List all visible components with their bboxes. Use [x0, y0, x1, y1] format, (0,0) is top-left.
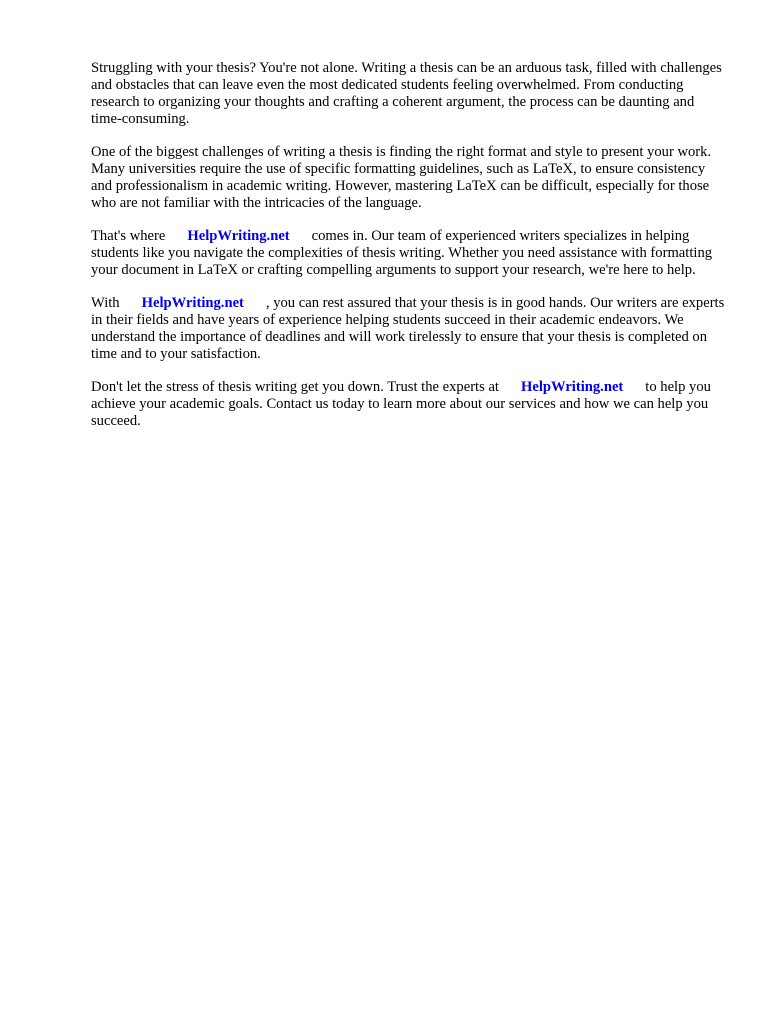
paragraph-text-before: With [91, 295, 120, 311]
paragraph-formatting [91, 144, 727, 212]
helpwriting-link[interactable]: HelpWriting.net [520, 379, 624, 395]
paragraph-text: One of the biggest challenges of writing a thesis is finding the right format and style to present your work. Many universities require the use of specific formatting guidelines, such as LaTeX, to ensure consistency and professionalism in academic writing. However, mastering LaTeX can be difficult, especially for those who are not familiar with the intricacies of the language. [91, 144, 712, 211]
paragraph-call-to-action [91, 379, 727, 430]
paragraph-text-after: , you can rest assured that your thesis is in good hands. Our writers are experts in their fields and have years of experience helping students succeed in their academic endeavors. We understand the importance of deadlines and will work tirelessly to ensure that your thesis is completed on time and to your satisfaction. [91, 295, 725, 362]
paragraph-text-after: to help you achieve your academic goals. Contact us today to learn more about our services and how we can help you succeed. [91, 379, 711, 429]
paragraph-assurance [91, 295, 727, 363]
paragraph-service-intro [91, 228, 727, 279]
paragraph-text-after: comes in. Our team of experienced writers specializes in helping students like you navigate the complexities of thesis writing. Whether you need assistance with formatting your document in LaTeX or crafting compelling arguments to support your research, we're here to help. [91, 228, 713, 278]
paragraph-text-before: That's where [91, 228, 166, 244]
helpwriting-link[interactable]: HelpWriting.net [141, 295, 244, 311]
paragraph-text: Struggling with your thesis? You're not alone. Writing a thesis can be an arduous task, filled with challenges and obstacles that can leave even the most dedicated students feeling overwhelmed. From conducting research to organizing your thoughts and crafting a coherent argument, the process can be daunting and time-consuming. [91, 60, 722, 127]
paragraph-intro [91, 60, 727, 128]
document-body [91, 60, 727, 446]
paragraph-text-before: Don't let the stress of thesis writing get you down. Trust the experts at [91, 379, 499, 395]
helpwriting-link[interactable]: HelpWriting.net [187, 228, 290, 244]
